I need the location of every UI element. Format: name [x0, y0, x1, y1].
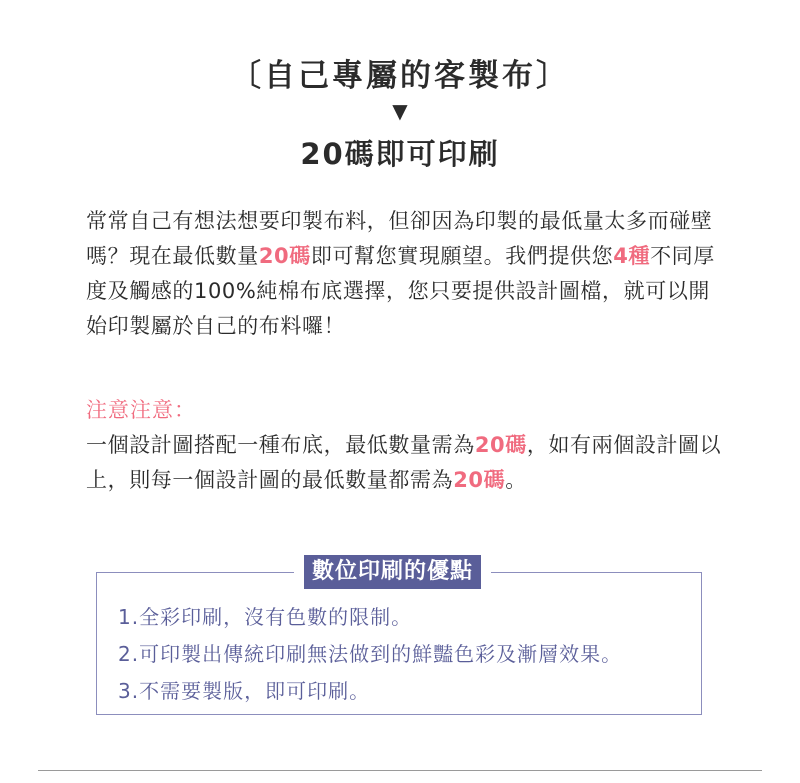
advantage-item: 3.不需要製版，即可印刷。 [118, 679, 371, 703]
intro-highlight-20-yards: 20碼 [258, 244, 311, 268]
notice-paragraph [86, 428, 726, 498]
advantages-title: 數位印刷的優點 [304, 555, 481, 589]
notice-text-2: ，如有兩個設計圖以上，則每一個設計圖的最低數量都需為 [86, 433, 722, 492]
intro-text-1: 常常自己有想法想要印製布料，但卻因為印製的最低量太多而碰壁嗎？現在最低數量 [86, 209, 713, 268]
page-title: 〔自己專屬的客製布〕 [230, 58, 570, 94]
advantage-item: 1.全彩印刷，沒有色數的限制。 [118, 605, 413, 629]
intro-paragraph [86, 204, 726, 344]
advantages-badge [294, 555, 491, 589]
notice-text-3: 。 [505, 468, 527, 492]
bottom-divider [38, 770, 762, 771]
intro-highlight-4-types: 4種 [613, 244, 651, 268]
notice-highlight-1: 20碼 [474, 433, 527, 457]
notice-highlight-2: 20碼 [453, 468, 506, 492]
intro-text-3: 不同厚度及觸感的100%純棉布底選擇，您只要提供設計圖檔，就可以開始印製屬於自己的布料囉！ [86, 244, 715, 338]
notice-text-1: 一個設計圖搭配一種布底，最低數量需為 [86, 433, 475, 457]
page-subtitle: 20碼即可印刷 [300, 137, 500, 171]
down-arrow-icon: ▼ [392, 99, 408, 123]
notice-title: 注意注意： [86, 398, 196, 422]
advantages-list [118, 599, 622, 710]
advantage-item: 2.可印製出傳統印刷無法做到的鮮豔色彩及漸層效果。 [118, 642, 623, 666]
intro-text-2: 即可幫您實現願望。我們提供您 [310, 244, 614, 268]
